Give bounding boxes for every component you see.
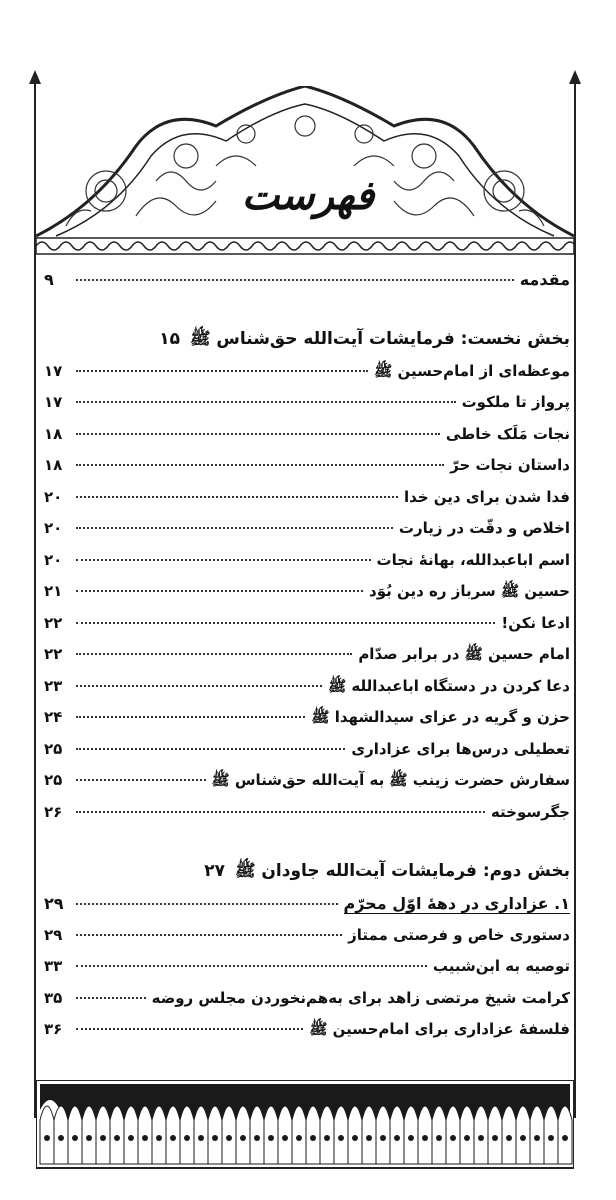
footer-lace-dot (506, 1135, 512, 1141)
toc-page-number: ۱۷ (44, 361, 63, 380)
toc-entry-title: حزن و گریه در عزای سیدالشهدا ﷺ (311, 708, 570, 726)
toc-page-number: ۹ (44, 270, 54, 289)
toc-entry-title: اسم اباعبدالله، بهانهٔ نجات (376, 550, 570, 569)
dot-leader (76, 279, 514, 281)
toc-entry-title: ادعا نکن! (501, 613, 570, 632)
toc-entry-title: فدا شدن برای دین خدا (403, 487, 570, 506)
toc-entry (44, 614, 570, 646)
footer-lace-dot (324, 1135, 330, 1141)
toc-page-number: ۲۵ (44, 771, 63, 789)
footer-lace-dot (156, 1135, 162, 1141)
page-title: فهرست (241, 172, 375, 219)
dot-leader (76, 370, 368, 372)
toc-entry-title: بخش دوم: فرمایشات آیت‌الله جاودان ﷺ (234, 861, 570, 881)
dot-leader (76, 559, 371, 561)
right-border-rail (574, 78, 576, 1118)
dot-leader (76, 590, 363, 592)
toc-page-number: ۲۰ (44, 519, 63, 537)
toc-page-number: ۳۳ (44, 957, 63, 975)
toc-entry-title: پرواز تا ملکوت (461, 393, 570, 411)
dot-leader (76, 903, 338, 905)
footer-lace-dot (548, 1135, 554, 1141)
toc-entry (44, 270, 570, 302)
dot-leader (76, 401, 456, 403)
toc-entry (44, 582, 570, 614)
toc-page-number: ۲۴ (44, 708, 63, 726)
toc-page-number: ۱۸ (44, 424, 63, 443)
toc-page-number: ۲۰ (44, 550, 63, 569)
table-of-contents (44, 270, 570, 1052)
toc-entry (44, 989, 570, 1021)
footer-lace-dot (366, 1135, 372, 1141)
toc-page-number: ۱۷ (44, 393, 63, 411)
toc-entry-title: جگرسوخته (490, 802, 570, 821)
toc-page-number: ۱۸ (44, 456, 63, 474)
footer-lace-dot (212, 1135, 218, 1141)
toc-page-number: ۲۱ (44, 582, 63, 600)
toc-entry (44, 551, 570, 583)
toc-page-number: ۲۲ (44, 613, 63, 632)
footer-lace-dot (436, 1135, 442, 1141)
toc-entry-title: فلسفهٔ عزاداری برای امام‌حسین ﷺ (309, 1020, 570, 1038)
footer-lace-dot (44, 1135, 50, 1141)
toc-entry (44, 488, 570, 520)
toc-page-number: ۳۵ (44, 988, 63, 1007)
footer-lace-dot (198, 1135, 204, 1141)
dot-leader (76, 934, 342, 936)
toc-entry (44, 456, 570, 488)
footer-lace-dot (296, 1135, 302, 1141)
footer-lace-dot (128, 1135, 134, 1141)
toc-entry (44, 519, 570, 551)
toc-entry (44, 803, 570, 835)
footer-lace-dot (352, 1135, 358, 1141)
toc-page-number: ۲۶ (44, 802, 63, 821)
dot-leader (76, 779, 206, 781)
toc-entry (44, 957, 570, 989)
toc-entry-title: موعظه‌ای از امام‌حسین ﷺ (374, 361, 570, 380)
dot-leader (76, 496, 398, 498)
dot-leader (76, 685, 322, 687)
dot-leader (76, 433, 440, 435)
toc-page-number: ۲۲ (44, 645, 63, 663)
footer-lace-dot (72, 1135, 78, 1141)
toc-entry (44, 645, 570, 677)
toc-entry (44, 926, 570, 958)
dot-leader (76, 997, 146, 999)
toc-entry-title: ۱. عزاداری در دههٔ اوّل محرّم (343, 894, 570, 913)
toc-entry-title: مقدمه (519, 270, 570, 289)
toc-entry (44, 425, 570, 457)
footer-lace-dot (170, 1135, 176, 1141)
toc-entry-title: امام حسین ﷺ در برابر صدّام (358, 645, 570, 663)
toc-page-number: ۲۷ (204, 861, 225, 881)
footer-lace-dot (282, 1135, 288, 1141)
dot-leader (76, 653, 352, 655)
footer-lace-dot (58, 1135, 64, 1141)
toc-entry (44, 740, 570, 772)
footer-lace-dot (408, 1135, 414, 1141)
footer-lace-dot (184, 1135, 190, 1141)
toc-entry-title: کرامت شیخ مرتضی زاهد برای به‌هم‌نخوردن مجلس روضه (151, 988, 570, 1007)
footer-lace-dot (520, 1135, 526, 1141)
toc-page-number: ۲۹ (44, 925, 63, 944)
footer-lace-dot (380, 1135, 386, 1141)
footer-lace-dot (86, 1135, 92, 1141)
dot-leader (76, 748, 345, 750)
toc-entry (44, 708, 570, 740)
footer-lace-dot (114, 1135, 120, 1141)
dot-leader (76, 965, 427, 967)
toc-entry (44, 393, 570, 425)
toc-section-heading (44, 328, 570, 362)
footer-lace-dot (464, 1135, 470, 1141)
toc-entry-title: سفارش حضرت زینب ﷺ به آیت‌الله حق‌شناس ﷺ (211, 771, 570, 789)
toc-entry-title: نجات مَلَک خاطی (445, 424, 570, 443)
dot-leader (76, 1028, 303, 1030)
toc-entry-title: حسین ﷺ سرباز ره دین بُوَد (369, 582, 570, 600)
toc-entry (44, 771, 570, 803)
toc-entry-title: دعا کردن در دستگاه اباعبدالله ﷺ (328, 676, 570, 695)
footer-lace-dot (450, 1135, 456, 1141)
toc-entry-title: بخش نخست: فرمایشات آیت‌الله حق‌شناس ﷺ (189, 328, 570, 349)
dot-leader (76, 811, 485, 813)
toc-entry-title: دستوری خاص و فرصتی ممتاز (348, 925, 570, 944)
footer-lace-dot (338, 1135, 344, 1141)
footer-lace-dot (478, 1135, 484, 1141)
toc-entry-title: توصیه به ابن‌شبیب (432, 957, 570, 975)
dot-leader (76, 622, 495, 624)
dot-leader (76, 716, 305, 718)
footer-lace-dot (394, 1135, 400, 1141)
dot-leader (76, 464, 444, 466)
toc-entry-title: تعطیلی درس‌ها برای عزاداری (351, 739, 570, 758)
footer-lace-dot (226, 1135, 232, 1141)
toc-page-number: ۲۳ (44, 676, 63, 695)
toc-page-number: ۲۹ (44, 894, 64, 913)
footer-lace-dot (268, 1135, 274, 1141)
footer-lace-dot (142, 1135, 148, 1141)
footer-lace-dot (100, 1135, 106, 1141)
footer-lace-dot (240, 1135, 246, 1141)
footer-lace-dot (310, 1135, 316, 1141)
toc-entry (44, 894, 570, 926)
footer-lace-dot (254, 1135, 260, 1141)
toc-page-number: ۲۵ (44, 739, 63, 758)
footer-lace-dot (562, 1135, 568, 1141)
toc-entry (44, 1020, 570, 1052)
ornamental-footer (36, 1080, 574, 1170)
toc-page-number: ۲۰ (44, 487, 63, 506)
footer-lace-dot (492, 1135, 498, 1141)
toc-entry (44, 677, 570, 709)
toc-page-number: ۱۵ (159, 328, 180, 349)
toc-entry-title: اخلاص و دقّت در زیارت (398, 519, 570, 537)
toc-section-heading (44, 860, 570, 894)
toc-entry (44, 362, 570, 394)
toc-entry-title: داستان نجات حرّ (450, 456, 570, 474)
footer-lace-dot (422, 1135, 428, 1141)
footer-lace-dot (534, 1135, 540, 1141)
dot-leader (76, 527, 393, 529)
toc-page-number: ۳۶ (44, 1020, 63, 1038)
